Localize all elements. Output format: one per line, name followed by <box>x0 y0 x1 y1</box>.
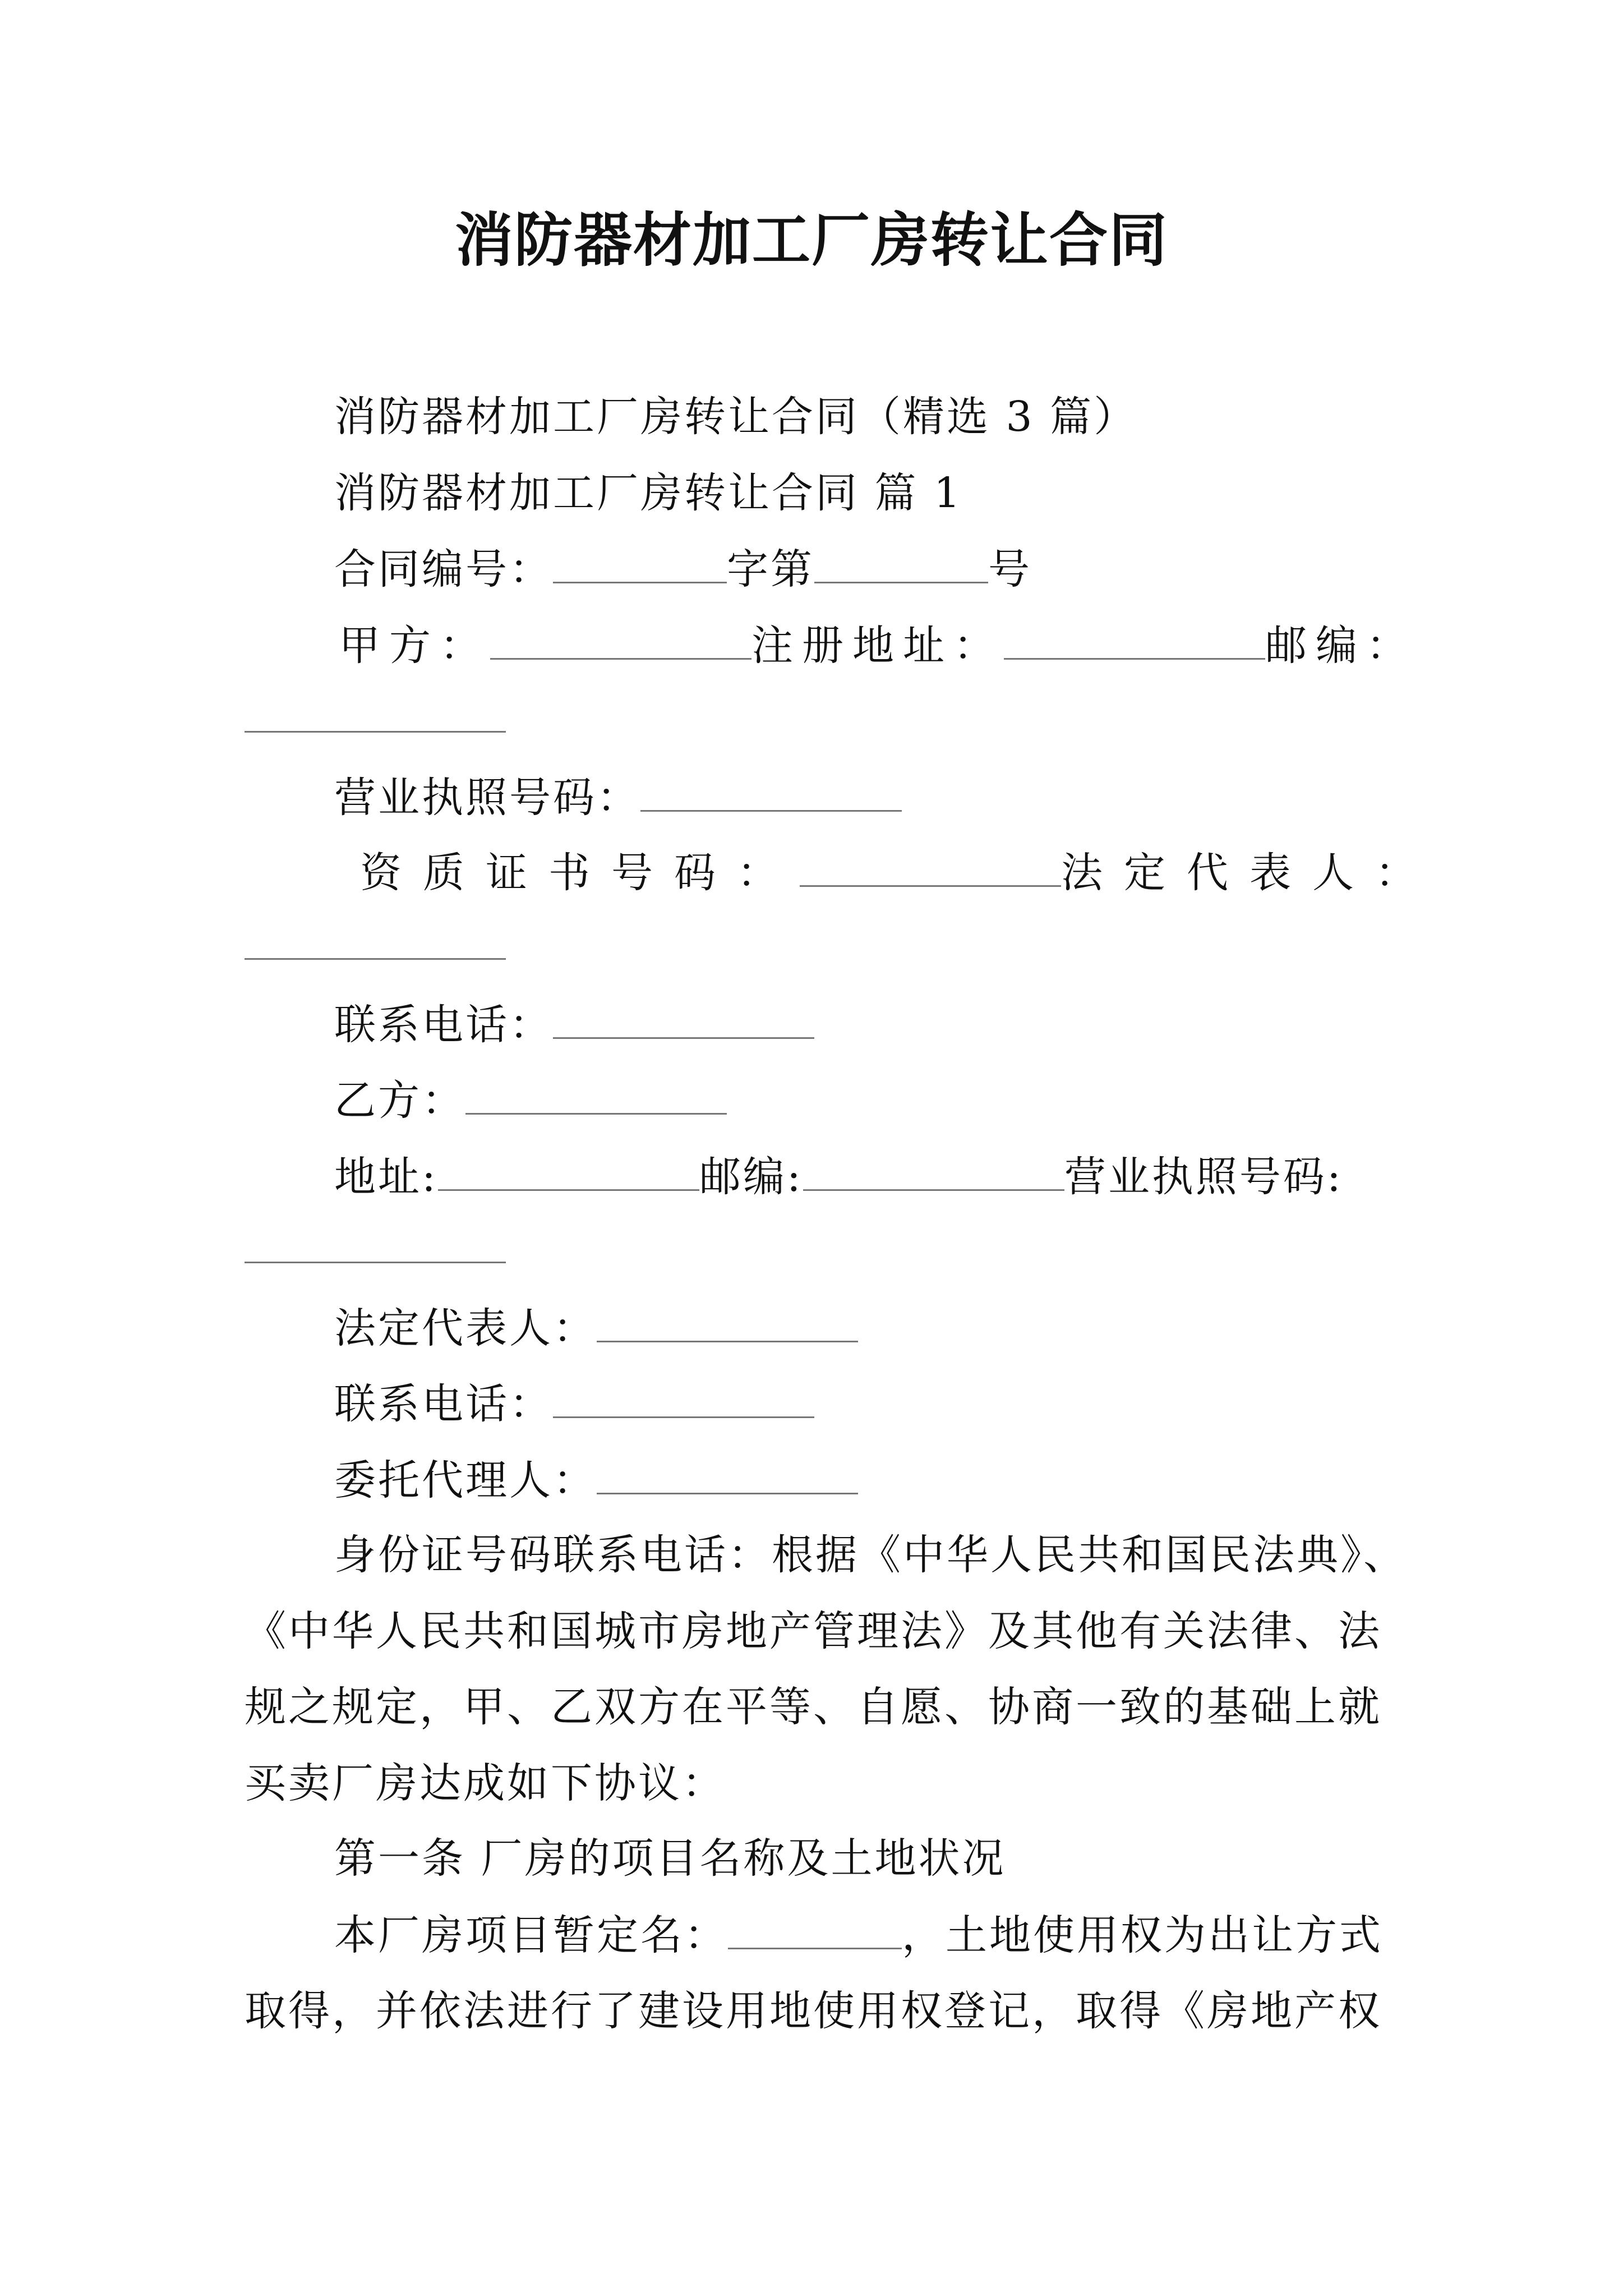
article-1-line-2: 取得，并依法进行了建设用地使用权登记，取得《房地产权 <box>245 1987 1382 2035</box>
party-b-phone-label: 联系电话： <box>334 1380 553 1428</box>
party-b-phone-line <box>334 1373 814 1435</box>
article-1-line-1 <box>334 1904 1383 1966</box>
party-a-phone-line <box>334 993 814 1056</box>
party-a-license-blank[interactable] <box>640 766 902 812</box>
party-b-agent-label: 委托代理人： <box>334 1456 597 1504</box>
contract-number-end: 号 <box>988 545 1032 593</box>
party-b-postcode-label: 邮编: <box>699 1153 803 1201</box>
contract-number-label: 合同编号： <box>334 545 553 593</box>
project-name-label: 本厂房项目暂定名： <box>334 1911 728 1959</box>
party-b-legal-rep-blank[interactable] <box>597 1297 858 1342</box>
party-a-phone-label: 联系电话： <box>334 1001 553 1049</box>
section-heading: 消防器材加工厂房转让合同 篇 1 <box>334 469 963 517</box>
contract-number-mid: 字第 <box>727 545 814 593</box>
contract-prefix-blank[interactable] <box>553 538 727 583</box>
party-a-name-blank[interactable] <box>490 614 751 660</box>
party-a-reg-address-label: 注册地址： <box>751 622 1004 670</box>
party-b-license-blank[interactable] <box>245 1262 506 1263</box>
party-b-legal-rep-label: 法定代表人： <box>334 1304 597 1352</box>
party-b-address-label: 地址: <box>334 1153 438 1201</box>
party-a-phone-blank[interactable] <box>553 993 814 1039</box>
party-a-license-line <box>334 766 902 829</box>
party-b-license-label: 营业执照号码: <box>1064 1153 1343 1201</box>
party-a-qualification-blank[interactable] <box>800 841 1061 887</box>
party-a-qualification-line <box>360 841 1438 904</box>
party-a-postcode-blank[interactable] <box>245 731 506 733</box>
party-b-agent-blank[interactable] <box>597 1449 858 1494</box>
party-b-legal-rep-line <box>334 1297 858 1359</box>
article-1-line-1-end: ，土地使用权为出让方式 <box>902 1911 1383 1959</box>
preamble-line-2: 《中华人民共和国城市房地产管理法》及其他有关法律、法 <box>245 1607 1382 1655</box>
party-b-name-blank[interactable] <box>465 1069 727 1115</box>
party-a-legal-rep-label: 法定代表人： <box>1061 849 1438 897</box>
party-b-postcode-blank[interactable] <box>803 1145 1064 1191</box>
party-b-address-line <box>334 1145 1343 1208</box>
party-a-reg-address-blank[interactable] <box>1004 614 1265 660</box>
party-a-line <box>339 614 1417 677</box>
party-b-label: 乙方： <box>334 1076 465 1125</box>
contract-number-line <box>334 538 1032 600</box>
preamble-line-3: 规之规定，甲、乙双方在平等、自愿、协商一致的基础上就 <box>245 1683 1382 1731</box>
article-1-heading: 第一条 厂房的项目名称及土地状况 <box>334 1834 1006 1883</box>
preamble-line-1: 身份证号码联系电话：根据《中华人民共和国民法典》、 <box>334 1531 1407 1579</box>
contract-number-blank[interactable] <box>814 538 988 583</box>
party-a-legal-rep-blank[interactable] <box>245 958 506 960</box>
party-b-line <box>334 1069 727 1131</box>
party-a-qualification-label: 资质证书号码： <box>360 849 800 897</box>
party-b-address-blank[interactable] <box>438 1145 699 1191</box>
preamble-line-4: 买卖厂房达成如下协议： <box>245 1759 726 1807</box>
party-b-agent-line <box>334 1449 858 1511</box>
party-a-label: 甲方： <box>339 622 490 670</box>
project-name-blank[interactable] <box>728 1904 902 1949</box>
document-title: 消防器材加工厂房转让合同 <box>454 205 1168 274</box>
party-a-license-label: 营业执照号码： <box>334 774 640 822</box>
party-b-phone-blank[interactable] <box>553 1373 814 1418</box>
document-subtitle: 消防器材加工厂房转让合同（精选 3 篇） <box>334 393 1138 441</box>
party-a-postcode-label: 邮编： <box>1265 622 1417 670</box>
